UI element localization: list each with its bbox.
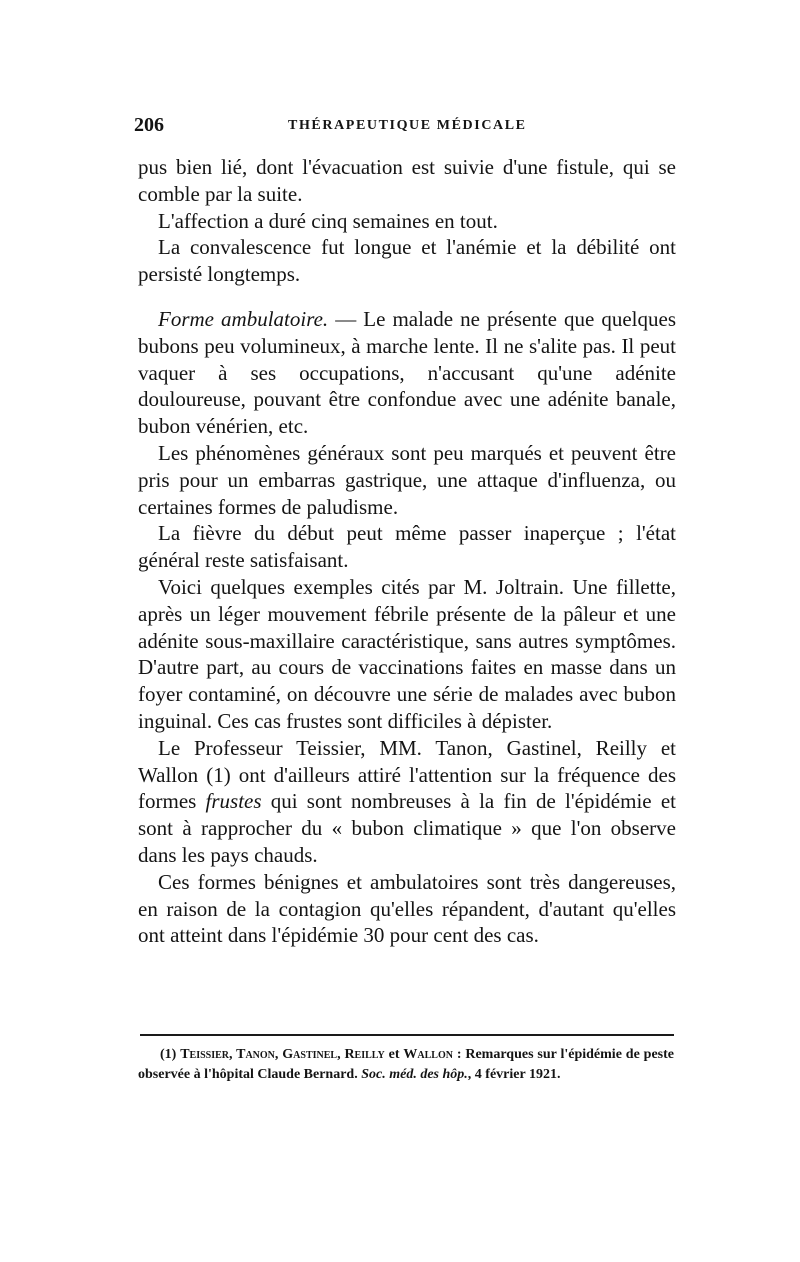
footnote-journal: Soc. méd. des hôp. xyxy=(361,1066,468,1082)
paragraph-9: Ces formes bénignes et ambulatoires sont très dangereuses, en raison de la contagion qu'elles répandent, d'autant qu'elles ont atteint dans l'épidémie 30 pour cent des cas. xyxy=(138,869,676,948)
paragraph-7: Voici quelques exemples cités par M. Joltrain. Une fillette, après un léger mouvement fébrile présente de la pâleur et une adénite sous-maxillaire caractéristique, sans autres symptômes. D'autre part, au cours de vaccinations faites en masse dans un foyer contaminé, on découvre une série de malades avec bubon inguinal. Ces cas frustes sont difficiles à dépister. xyxy=(138,574,676,733)
paragraph-8-post: qui sont nombreuses à la fin de l'épidémie et sont à rapprocher du « bubon climatique » que l'on observe dans les pays chauds. xyxy=(138,789,676,867)
footnote-last-author: Wallon xyxy=(403,1047,453,1062)
footnote-marker: (1) xyxy=(160,1047,177,1062)
page-header xyxy=(134,114,674,140)
paragraph-3: La convalescence fut longue et l'anémie et la débilité ont persisté longtemps. xyxy=(138,235,676,287)
section-title: Forme ambulatoire. xyxy=(158,306,329,331)
page-number: 206 xyxy=(134,114,164,136)
footnote-text: : Remarques sur l'épidémie de peste observée à l'hôpital Claude Bernard. xyxy=(138,1047,674,1082)
paragraph-1: pus bien lié, dont l'évacuation est suivie d'une fistule, qui se comble par la suite. xyxy=(138,155,676,206)
footnote-rule xyxy=(140,1034,674,1036)
paragraph-ambulatory-form xyxy=(138,306,676,440)
footnote-connector: et xyxy=(384,1047,404,1062)
paragraph-8 xyxy=(138,735,676,869)
body-text xyxy=(138,154,676,949)
paragraph-8-pre: Le Professeur Teissier, MM. Tanon, Gastinel, Reilly et Wallon (1) ont d'ailleurs attiré l'attention sur la fréquence des formes xyxy=(138,735,676,814)
paragraph-2: L'affection a duré cinq semaines en tout. xyxy=(158,208,498,233)
emphasis-frustes: frustes xyxy=(205,789,262,814)
paragraph-6: La fièvre du début peut même passer inaperçue ; l'état général reste satisfaisant. xyxy=(138,521,676,573)
footnote-date: , 4 février 1921. xyxy=(467,1066,561,1082)
paragraph-4-text: — Le malade ne présente que quelques bubons peu volumineux, à marche lente. Il ne s'alite pas. Il peut vaquer à ses occupations, n'accusant qu'une adénite douloureuse, pouvant être confondue avec une adénite banale, bubon vénérien, etc. xyxy=(138,306,676,439)
paragraph-5: Les phénomènes généraux sont peu marqués et peuvent être pris pour un embarras gastrique, une attaque d'influenza, ou certaines formes de paludisme. xyxy=(138,440,676,519)
running-head: THÉRAPEUTIQUE MÉDICALE xyxy=(288,118,527,133)
footnote xyxy=(138,1045,674,1084)
footnote-authors: Teissier, Tanon, Gastinel, Reilly xyxy=(180,1047,385,1062)
